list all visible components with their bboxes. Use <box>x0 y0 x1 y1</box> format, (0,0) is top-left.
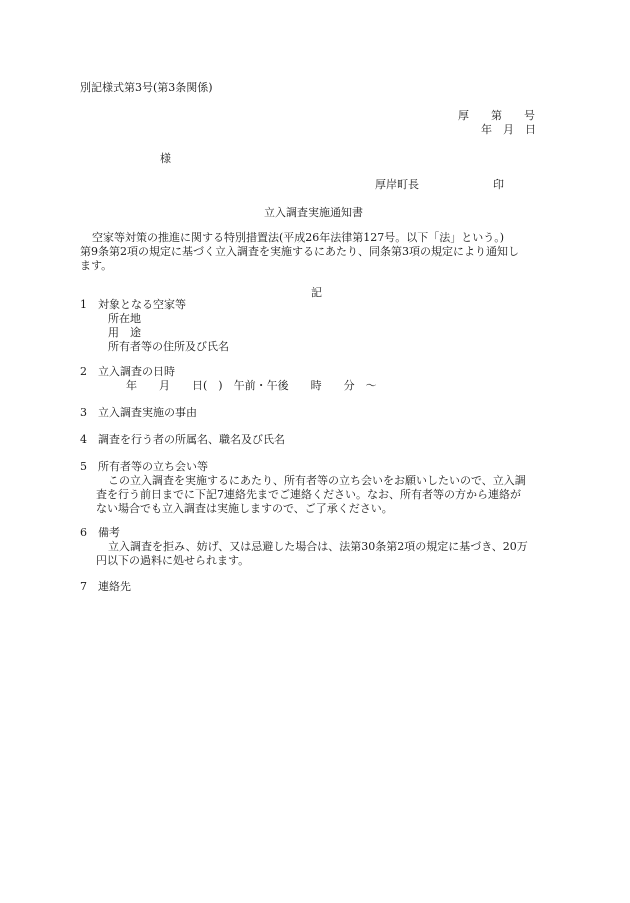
section-5-line-3: ない場合でも立入調査は実施しますので、ご了承ください。 <box>96 502 393 515</box>
issuer-name: 厚岸町長 <box>375 178 419 191</box>
section-3-heading: 3 立入調査実施の事由 <box>80 406 197 419</box>
section-1-heading: 1 対象となる空家等 <box>80 298 186 311</box>
document-date: 年 月 日 <box>481 123 536 136</box>
section-5-line-1: この立入調査を実施するにあたり、所有者等の立ち会いをお願いしたいので、立入調 <box>108 474 526 487</box>
section-6-line-1: 立入調査を拒み、妨げ、又は忌避した場合は、法第30条第2項の規定に基づき、20万 <box>108 540 528 553</box>
section-6-line-2: 円以下の過料に処せられます。 <box>96 554 250 567</box>
section-1-location: 所在地 <box>108 312 141 325</box>
section-4-heading: 4 調査を行う者の所属名、職名及び氏名 <box>80 433 285 446</box>
ki-heading: 記 <box>311 286 322 299</box>
document-number: 厚 第 号 <box>458 109 535 122</box>
section-1-usage: 用 途 <box>108 326 141 339</box>
section-2-datetime: 年 月 日( ) 午前・午後 時 分 ～ <box>126 379 377 392</box>
section-5-line-2: 査を行う前日までに下記7連絡先までご連絡ください。なお、所有者等の方から連絡が <box>96 488 521 501</box>
intro-line-2: 第9条第2項の規定に基づく立入調査を実施するにあたり、同条第3項の規定により通知し <box>80 245 519 258</box>
seal-mark: 印 <box>493 178 504 191</box>
intro-line-3: ます。 <box>80 259 113 272</box>
section-2-heading: 2 立入調査の日時 <box>80 365 175 378</box>
section-6-heading: 6 備考 <box>80 526 120 539</box>
document-title: 立入調査実施通知書 <box>264 206 363 219</box>
form-label: 別記様式第3号(第3条関係) <box>80 81 213 94</box>
addressee-suffix: 様 <box>160 152 171 165</box>
section-1-owner: 所有者等の住所及び氏名 <box>108 340 229 353</box>
section-5-heading: 5 所有者等の立ち会い等 <box>80 460 208 473</box>
intro-line-1: 空家等対策の推進に関する特別措置法(平成26年法律第127号。以下「法」という。) <box>92 231 505 244</box>
section-7-heading: 7 連絡先 <box>80 580 131 593</box>
